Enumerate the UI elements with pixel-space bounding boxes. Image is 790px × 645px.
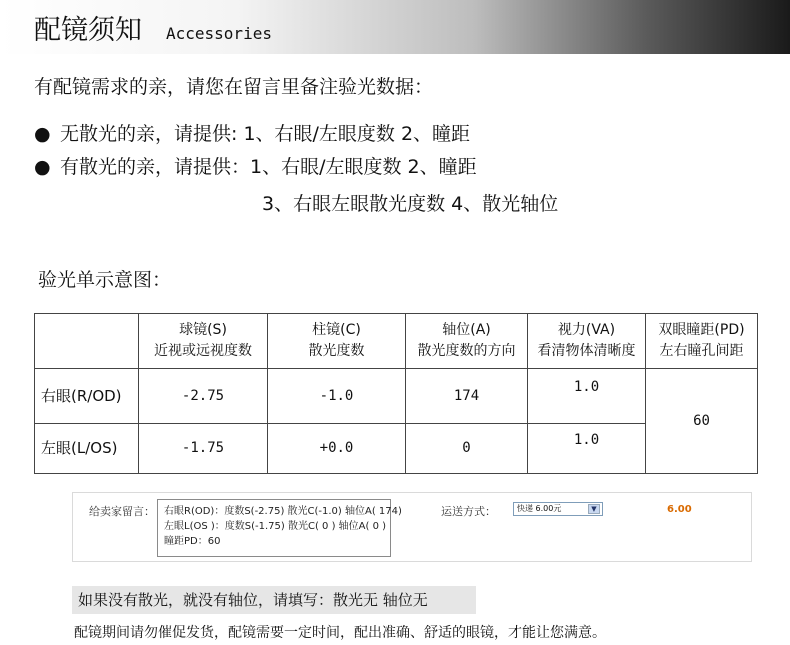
column-title: 球镜(S) xyxy=(179,322,227,338)
pd-value: 60 xyxy=(646,369,758,474)
column-title: 双眼瞳距(PD) xyxy=(658,322,745,338)
column-desc: 散光度数 xyxy=(308,343,365,359)
axis-value: 0 xyxy=(406,424,528,474)
axis-value: 174 xyxy=(406,369,528,424)
chevron-down-icon: ▼ xyxy=(588,504,600,514)
column-desc: 左右瞳孔间距 xyxy=(659,343,744,359)
column-header xyxy=(646,314,758,369)
column-title: 视力(VA) xyxy=(557,322,616,338)
table-row xyxy=(35,369,758,424)
seller-message-box[interactable] xyxy=(157,499,402,557)
header-banner xyxy=(0,0,790,54)
message-line: 左眼L(OS )：度数S(-1.75) 散光C( 0 ) 轴位A( 0 ) xyxy=(164,521,387,532)
column-header xyxy=(268,314,406,369)
page-title: 配镜须知 xyxy=(34,15,142,46)
list-item-continuation: 3、右眼左眼散光度数 4、散光轴位 xyxy=(262,193,559,215)
shipping-label: 运送方式： xyxy=(441,505,496,518)
sphere-value: -1.75 xyxy=(139,424,268,474)
column-title: 轴位(A) xyxy=(442,322,491,338)
prescription-table xyxy=(34,313,758,474)
list-item xyxy=(34,152,477,179)
column-desc: 散光度数的方向 xyxy=(417,343,516,359)
page-subtitle: Accessories xyxy=(166,24,272,43)
astigmatism-notice: 如果没有散光，就没有轴位，请填写：散光无 轴位无 xyxy=(72,586,476,614)
column-title: 柱镜(C) xyxy=(312,322,361,338)
bullet-icon: ● xyxy=(34,123,51,145)
shipping-select[interactable] xyxy=(513,502,603,516)
list-item-text: 无散光的亲，请提供: 1、右眼/左眼度数 2、瞳距 xyxy=(60,123,471,145)
row-label: 右眼(R/OD) xyxy=(35,369,139,424)
acuity-value: 1.0 xyxy=(528,369,646,424)
seller-message-label: 给卖家留言： xyxy=(89,505,155,518)
message-line: 右眼R(OD)：度数S(-2.75) 散光C(-1.0) 轴位A( 174) xyxy=(164,506,402,517)
cylinder-value: -1.0 xyxy=(268,369,406,424)
list-item xyxy=(34,119,470,146)
shipping-option: 快递 6.00元 xyxy=(517,504,562,513)
column-header xyxy=(139,314,268,369)
acuity-value: 1.0 xyxy=(528,424,646,474)
bullet-icon: ● xyxy=(34,156,51,178)
column-desc: 近视或远视度数 xyxy=(154,343,252,359)
column-desc: 看清物体清晰度 xyxy=(537,343,636,359)
sphere-value: -2.75 xyxy=(139,369,268,424)
table-corner-cell xyxy=(35,314,139,369)
row-label: 左眼(L/OS) xyxy=(35,424,139,474)
column-header xyxy=(406,314,528,369)
list-item-text: 有散光的亲，请提供：1、右眼/左眼度数 2、瞳距 xyxy=(60,156,477,178)
table-header-row xyxy=(35,314,758,369)
footer-note: 配镜期间请勿催促发货，配镜需要一定时间，配出准确、舒适的眼镜，才能让您满意。 xyxy=(74,625,606,641)
intro-text: 有配镜需求的亲，请您在留言里备注验光数据： xyxy=(34,76,434,98)
message-line: 瞳距PD：60 xyxy=(164,536,221,547)
diagram-title: 验光单示意图： xyxy=(38,269,172,291)
cylinder-value: +0.0 xyxy=(268,424,406,474)
sample-order-screenshot xyxy=(72,492,752,562)
shipping-price: 6.00 xyxy=(667,504,692,515)
column-header xyxy=(528,314,646,369)
